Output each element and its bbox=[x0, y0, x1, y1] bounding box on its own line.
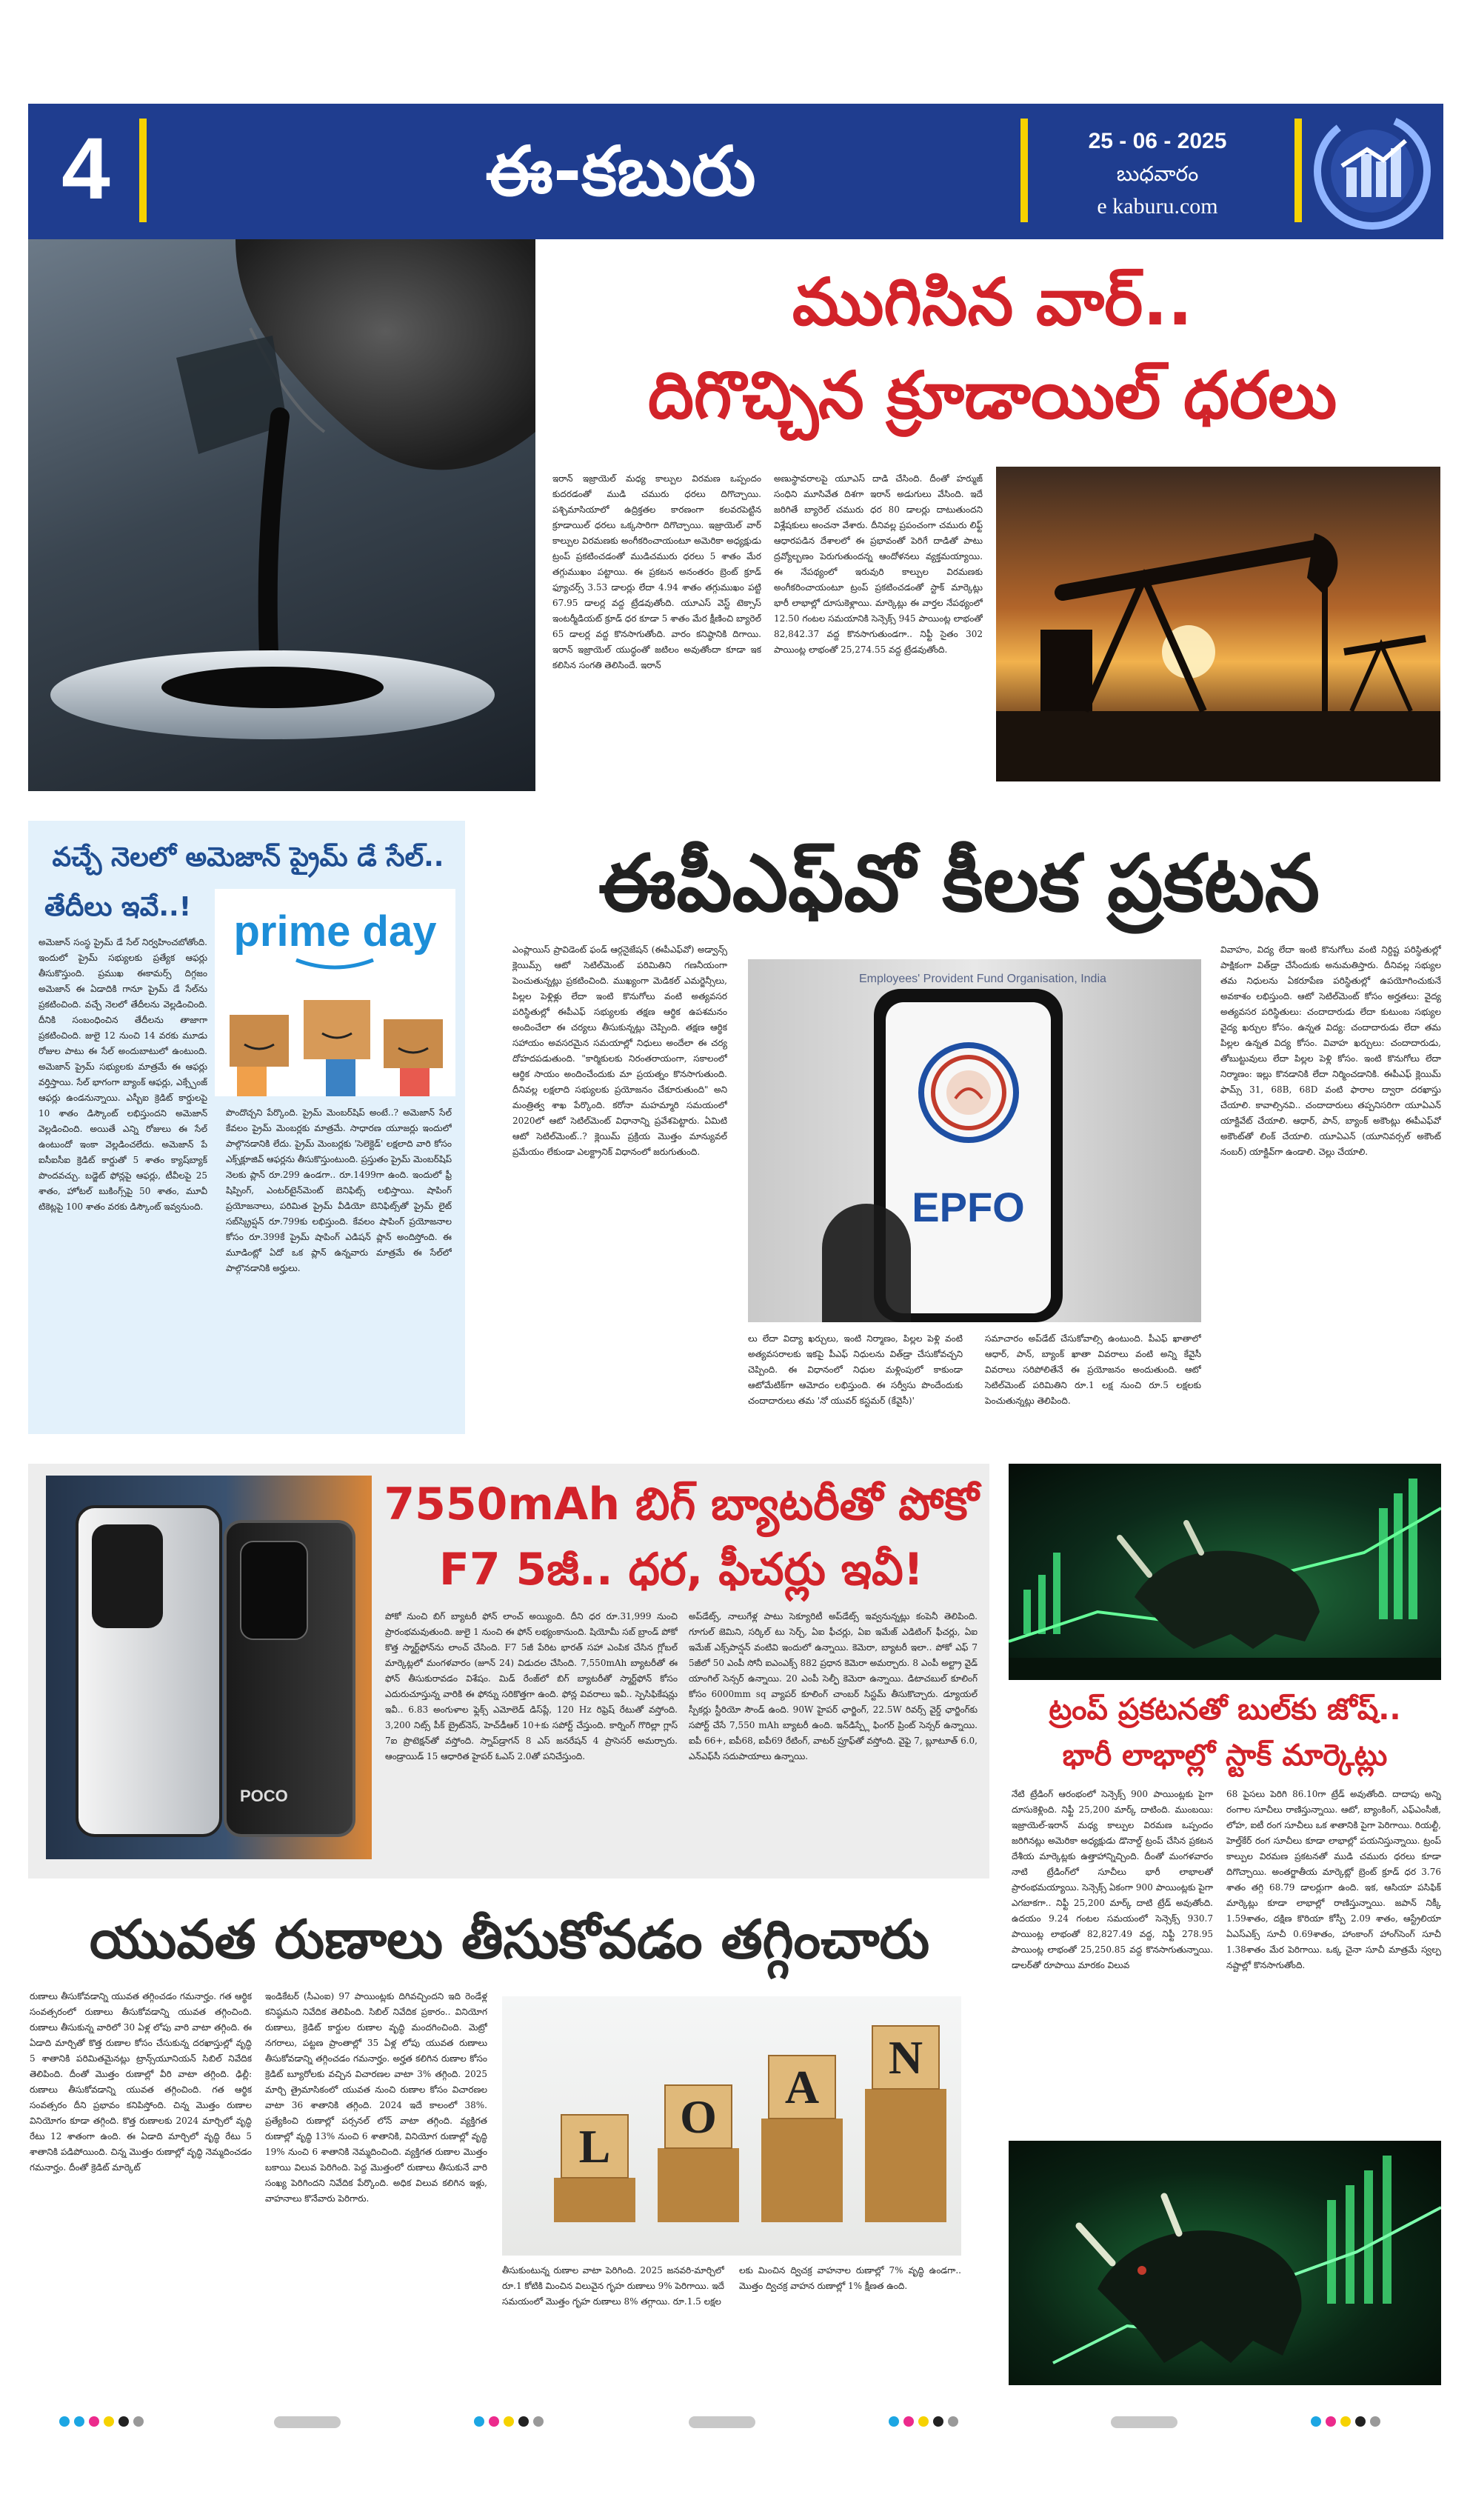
epfo-headline: ఈపీఎఫ్‌వో కీలక ప్రకటన bbox=[598, 838, 1320, 929]
loan-letter-a: A bbox=[784, 2061, 820, 2113]
prime-day-image bbox=[215, 889, 455, 1096]
epfo-phone-photo bbox=[748, 959, 1201, 1322]
loans-article-col4: లకు మించిన ద్విచక్ర వాహనాల రుణాల్లో 7% వృద్ధి ఉండగా.. మొత్తం ద్విచక్ర వాహన రుణాల్లో 1% క్షీణత ఉంది. bbox=[739, 2265, 961, 2291]
poco-article-col1: పోకో నుంచి బిగ్ బ్యాటరీ ఫోన్ లాంచ్ అయ్యింది. దీని ధర రూ.31,999 నుంచి ప్రారంభమవుతుంది. జులై 1 నుంచి ఈ ఫోన్ లభ్యంకానుంది. షియోమీ సబ్ బ్రాండ్ పోకో కొత్త స్మార్ట్‌ఫోన్‌ను లాంచ్ చేసింది. F7 5జీ పేరిట భారత్ సహా ఎంపిక చేసిన గ్లోబల్ మార్కెట్లలో మంగళవారం (జూన్ 24) విడుదల చేసింది. 7,550mAh బ్యాటరీతో ఈ ఫోన్ తీసుకురావడం విశేషం. మిడ్ రేంజ్‌లో బిగ్ బ్యాటరీతో స్మార్ట్‌ఫోన్ కోసం ఎదురుచూస్తున్న వారికి ఈ ఫోన్ను సరికొత్తగా ఉంది. ఫోన్ల వివరాలు ఇవీ.. స్పెసిఫికేషన్లు ఇవీ.. 6.83 అంగుళాల ఫ్లెక్స్ ఎమోలెడ్ డిస్‌ప్లే, 120 Hz రిఫ్రెష్ రేటుతో వస్తోంది. 3,200 నిట్స్ పీక్ బ్రైట్‌నెస్, హెచ్‌డీఆర్ 10+కు సపోర్ట్ చేస్తుంది. కార్నింగ్ గొరిల్లా గ్లాస్ 7ఐ ప్రొటెక్షన్‌తో వస్తోంది. స్నాప్‌డ్రాగన్ 8 ఎస్ జనరేషన్ 4 ప్రాసెసర్ అమర్చారు. ఆండ్రాయిడ్ 15 ఆధారిత హైపర్ ఓఎస్ 2.0తో పనిచేస్తుంది. bbox=[385, 1611, 678, 1761]
page-number: 4 bbox=[61, 120, 110, 218]
epfo-article-col3: సమాచారం అప్‌డేట్ చేసుకోవాల్సి ఉంటుంది. పీఎఫ్ ఖాతాలో ఆధార్, పాన్, బ్యాంక్ ఖాతా వివరాలు వంటి అన్ని కేవైసీ వివరాలు సరిపోలితేనే ఈ ప్రయోజనం అందుతుంది. ఆటో సెటిల్‌మెంట్ పరిమితిని రూ.1 లక్ష నుంచి రూ.5 లక్షలకు పెంచుతున్నట్లు తెలిపింది. bbox=[985, 1333, 1201, 1406]
crude-oil-photo bbox=[28, 239, 535, 791]
loan-letter-n: N bbox=[888, 2031, 923, 2084]
loans-article-col1: రుణాలు తీసుకోవడాన్ని యువత తగ్గించడం గమనార్హం. గత ఆర్థిక సంవత్సరంలో రుణాలు తీసుకోవడాన్ని యువత తగ్గించింది. రుణాలు తీసుకున్న వారిలో 30 ఏళ్ల లోపు వారి వాటా తగ్గింది. ఈ ఏడాది మార్చితో కొత్త రుణాల కోసం చేసుకున్న దరఖాస్తుల్లో వృద్ధి 5 శాతానికి పరిమితమైనట్లు ట్రాన్స్‌యూనియన్ సిబిల్ నివేదిక తెలిపింది. దీంతో మొత్తం రుణాల్లో వీరి వాటా తగ్గింది. ఢిల్లీ: రుణాలు తీసుకోవడాన్ని యువత తగ్గించింది. గత ఆర్థిక సంవత్సరం దీని ప్రభావం కనిపిస్తోంది. చిన్న మొత్తం రుణాల వినియోగం కూడా తగ్గింది. కొత్త రుణాలకు 2024 మార్చిలో వృద్ధి రేటు 12 శాతంగా ఉంది. ఈ ఏడాది మార్చిలో వృద్ధి రేటు 5 శాతానికి పడిపోయింది. చిన్న మొత్తం రుణాల్లో వృద్ధి నెమ్మదించడం గమనార్హం. దీంతో క్రెడిట్ మార్కెట్ bbox=[30, 1991, 252, 2173]
epfo-logo-text: EPFO bbox=[912, 1184, 1025, 1230]
bull-market-photo-top bbox=[1009, 1464, 1441, 1680]
loan-blocks-photo bbox=[502, 1996, 961, 2256]
masthead-weekday: బుధవారం bbox=[1116, 161, 1199, 186]
color-bar-3 bbox=[889, 2416, 992, 2428]
masthead-divider-right bbox=[1020, 119, 1028, 222]
masthead bbox=[28, 104, 1443, 239]
market-article-col2: 68 పైసలు పెరిగి 86.10గా ట్రేడ్ అవుతోంది. దాదాపు అన్ని రంగాల సూచీలు రాణిస్తున్నాయి. ఆటో, బ్యాంకింగ్, ఎఫ్‌ఎంసీజీ, లోహ, ఐటీ రంగ సూచీలు ఒక శాతానికి పైగా పెరిగాయి. రియల్టీ, హెల్త్‌కేర్ రంగ సూచీలు కూడా లాభాల్లో పయనిస్తున్నాయి. ట్రంప్ కాల్పుల విరమణ ప్రకటనతో ముడి చమురు ధరలు కూడా దిగొచ్చాయి. అంతర్జాతీయ మార్కెట్లో బ్రెంట్ క్రూడ్ ధర 3.76 శాతం తగ్గి 68.79 డాలర్లుగా ఉంది. ఇక, ఆసియా పసిఫిక్ మార్కెట్లు కూడా లాభాల్లో రాణిస్తున్నాయి. జపాన్ నిక్కీ 1.59శాతం, దక్షిణ కొరియా కోస్పీ 2.09 శాతం, ఆస్ట్రేలియా ఏఎస్‌ఎక్స్ సూచీ 0.69శాతం, హాంకాంగ్ హాంగ్‌సెంగ్ సూచీ 1.38శాతం మేర పెరిగాయి. ఒక్క చైనా సూచీ మాత్రమే స్వల్ప నష్టాల్లో కొనసాగుతోంది. bbox=[1226, 1789, 1441, 1970]
color-bar-1 bbox=[59, 2416, 163, 2428]
amazon-headline-line1: వచ్చే నెలలో అమెజాన్ ప్రైమ్ డే సేల్.. bbox=[52, 842, 444, 873]
grey-bar-3 bbox=[1111, 2416, 1177, 2428]
epfo-banner-text: Employees' Provident Fund Organisation, India bbox=[859, 973, 1106, 985]
masthead-date: 25 - 06 - 2025 bbox=[1088, 129, 1227, 153]
prime-day-logo-text: prime day bbox=[233, 907, 437, 956]
market-headline-line2: భారీ లాభాల్లో స్టాక్ మార్కెట్లు bbox=[1062, 1739, 1388, 1773]
ekaburu-logo-icon bbox=[1309, 108, 1435, 234]
oil-pump-photo bbox=[996, 467, 1440, 781]
amazon-article-col2: పొందొచ్చని పేర్కొంది. ప్రైమ్ మెంబర్‌షిప్ అంటే..? అమెజాన్ సేల్ కేవలం ప్రైమ్ మెంబర్లకు మాత్రమే. సాధారణ యూజర్లు ఇందులో పాల్గొనడానికి లేదు. ప్రైమ్ మెంబర్లకు 'సెలెక్టెడ్' లక్షలాది వారి కోసం ఎక్స్‌క్లూజివ్ ఆఫర్లను తీసుకొస్తుంటుంది. ప్రస్తుతం ప్రైమ్ మెంబర్‌షిప్ నెలకు ప్లాన్ రూ.299 ఉండగా.. రూ.1499గా ఉంది. ఇందులో ఫ్రీ షిప్పింగ్, ఎంటర్‌టైన్‌మెంట్ బెనిఫిట్స్ లభిస్తాయి. షాపింగ్ ప్రయోజనాలు, పరిమిత ప్రైమ్ వీడియో బెనిఫిట్స్‌తో ప్రైమ్ లైట్ సబ్‌స్క్రిప్షన్ రూ.799కు లభిస్తుంది. కేవలం షాపింగ్ ప్రయోజనాల కోసం రూ.399కే ప్రైమ్ షాపింగ్ ఎడిషన్ ప్లాన్ అందిస్తోంది. ఈ మూడింట్లో ఏదో ఒక ప్లాన్ ఉన్నవారు మాత్రమే ఈ సేల్‌లో పాల్గొనడానికి అర్హులు. bbox=[226, 1107, 452, 1273]
loans-article-col2: ఇండికేటర్ (సీఎంఐ) 97 పాయింట్లకు దిగివచ్చిందని ఇది రెండేళ్ల కనిష్ఠమని నివేదిక తెలిపింది. సిబిల్ నివేదిక ప్రకారం.. వినియోగ రుణాలు, క్రెడిట్ కార్డుల రుణాల వృద్ధి మందగించింది. మెట్రో నగరాలు, పట్టణ ప్రాంతాల్లో 35 ఏళ్ల లోపు యువత రుణాలు తీసుకోవడాన్ని తగ్గించడం గమనార్హం. అర్హత కలిగిన రుణాల కోసం క్రెడిట్ బ్యూరోలకు వచ్చిన విచారణల వాటా 3% తగ్గింది. 2025 మార్చి త్రైమాసికంలో యువత నుంచి రుణాల కోసం విచారణల వాటా 36 శాతానికి తగ్గింది. 2024 ఇదే కాలంలో 38%. ప్రత్యేకించి రుణాల్లో పర్సనల్ లోన్ వాటా తగ్గింది. వ్యక్తిగత రుణాల్లో వృద్ధి 13% నుంచి 6 శాతానికి, వినియోగ రుణాల్లో వృద్ధి 19% నుంచి 6 శాతానికి నెమ్మదించింది. వ్యక్తిగత రుణాల మొత్తం బకాయి విలువ పెరిగింది. పెద్ద మొత్తంలో రుణాలు తీసుకునే వారి సంఖ్య పెరిగిందని నివేదిక పేర్కొంది. అధిక విలువ కలిగిన ఇళ్లు, వాహనాలు కొనేవారు పెరిగారు. bbox=[265, 1991, 487, 2204]
poco-headline-line2: F7 5జీ.. ధర, ఫీచర్లు ఇవీ! bbox=[438, 1544, 924, 1596]
epfo-emblem-icon bbox=[917, 1041, 1020, 1144]
poco-logo-text: POCO bbox=[240, 1787, 288, 1805]
epfo-article-col2: లు లేదా విద్యా ఖర్చులు, ఇంటి నిర్మాణం, పిల్లల పెళ్లి వంటి అత్యవసరాలకు ఇకపై పీఎఫ్ నిధులను విత్‌డ్రా చేసుకోవచ్చని చెప్పింది. ఈ విధానంలో నిధుల మళ్లింపులో కాకుండా ఆటోమేటిక్‌గా ఆమోదం లభిస్తుంది. ఈ సర్వీసు పొందేందుకు చందాదారులు తమ 'నో యువర్ కస్టమర్ (కేవైసీ)' bbox=[748, 1333, 963, 1406]
masthead-divider-left bbox=[139, 119, 147, 222]
loan-letter-l: L bbox=[578, 2120, 611, 2173]
registration-strip bbox=[0, 2407, 1470, 2437]
poco-headline-line1: 7550mAh బిగ్ బ్యాటరీతో పోకో bbox=[384, 1479, 979, 1530]
color-bar-2 bbox=[474, 2416, 578, 2428]
poco-phone-photo bbox=[46, 1476, 372, 1859]
color-bar-4 bbox=[1311, 2416, 1414, 2428]
masthead-divider-right2 bbox=[1294, 119, 1302, 222]
crude-article-col1: ఇరాన్ ఇజ్రాయెల్ మధ్య కాల్పుల విరమణ ఒప్పందం కుదరడంతో ముడి చమురు ధరలు దిగొచ్చాయి. పశ్చిమాసియాలో ఉద్రిక్తతల కారణంగా కలవరపెట్టిన క్రూడాయిల్ ధరలు ఒక్కసారిగా దిగొచ్చాయి. ఇజ్రాయెల్ వార్ కాల్పుల విరమణకు అంగీకరించాయంటూ అమెరికా అధ్యక్షుడు ట్రంప్ ప్రకటించడంతో ముడిచమురు ధరలు 5 శాతం మేర తగ్గుముఖం పట్టాయి. ఈ ప్రకటన అనంతరం బ్రెంట్ క్రూడ్ ఫ్యూచర్స్ 3.53 డాలర్లు లేదా 4.94 శాతం తగ్గుముఖం పట్టి 67.95 డాలర్ల వద్ద ట్రేడవుతోంది. యూఎస్ వెస్ట్ టెక్సాస్ ఇంటర్మీడియట్ క్రూడ్ ధర కూడా 5 శాతం మేర క్షీణించి బ్యారెల్ 65 డాలర్ల వద్ద కొనసాగుతోంది. వారం కనిష్ఠానికి దిగాయి. ఇరాన్ ఇజ్రాయెల్ యుద్ధంతో జటిలం అవుతోందా కూడా ఇక కలిసిన సంగతి తెలిసిందే. ఇరాన్ bbox=[552, 473, 761, 670]
loans-article-col3: తీసుకుంటున్న రుణాల వాటా పెరిగింది. 2025 జనవరి-మార్చిలో రూ.1 కోటికి మించిన విలువైన గృహ రుణాలు 9% పెరిగాయి. ఇదే సమయంలో మొత్తం గృహ రుణాలు 8% తగ్గాయి. రూ.1.5 లక్షల bbox=[502, 2265, 724, 2307]
crude-headline-line1: ముగిసిన వార్.. bbox=[792, 264, 1193, 340]
epfo-article-col4: వివాహం, విద్య లేదా ఇంటి కొనుగోలు వంటి నిర్దిష్ట పరిస్థితుల్లో పాక్షికంగా విత్‌డ్రా చేసేందుకు అనుమతిస్తారు. దీనివల్ల సభ్యుల తమ నిధులను ఏకరూపేణ పరిస్థితుల్లో ఉపయోగించుకునే అవకాశం లభిస్తుంది. ఆటో సెటిల్‌మెంట్ కోసం అర్హతలు: వైద్య అత్యవసర పరిస్థితులు: చందాదారుడు లేదా కుటుంబ సభ్యుల వైద్య ఖర్చుల కోసం. ఉన్నత విద్య: చందాదారుడు లేదా తమ పిల్లల ఉన్నత విద్య కోసం. వివాహ ఖర్చులు: చందాదారుడు, తోబుట్టువులు లేదా పిల్లల పెళ్లి కోసం. ఇంటి కొనుగోలు లేదా నిర్మాణం: ఇల్లు కొనడానికి లేదా నిర్మించడానికి. ఈపీఎఫ్ క్లెయిమ్ ఫామ్స్ 31, 68B, 68D వంటి ఫారాల ద్వారా దరఖాస్తు చేయాలి. కావాల్సినవి.. చందాదారులు తప్పనిసరిగా యూఏఎన్ యాక్టివేట్ చేయాలి. ఆధార్, పాన్, బ్యాంక్ అకౌంట్లు ఈపీఎఫ్‌వో అకౌంట్‌తో లింక్ చేయాలి. యూఏఎన్ (యూనివర్సల్ అకౌంట్ నంబర్) యాక్టివ్‌గా ఉండాలి. చెల్లు చేయాలి. bbox=[1220, 944, 1441, 1157]
market-article-col1: నేటి ట్రేడింగ్ ఆరంభంలో సెన్సెక్స్ 900 పాయింట్లకు పైగా దూసుకెళ్లింది. నిఫ్టీ 25,200 మార్క్ దాటింది. ముంబయి: ఇజ్రాయెల్-ఇరాన్ మధ్య కాల్పుల విరమణ ఒప్పందం జరిగినట్లు అమెరికా అధ్యక్షుడు డొనాల్డ్ ట్రంప్ చేసిన ప్రకటన దేశీయ మార్కెట్లకు ఉత్తాహాన్నిచ్చింది. దీంతో మంగళవారం నాటి ట్రేడింగ్‌లో సూచీలు భారీ లాభాలతో ప్రారంభమయ్యాయి. సెన్సెక్స్ ఏకంగా 900 పాయింట్లకు పైగా ఎగబాకగా.. నిఫ్టీ 25,200 మార్క్ దాటి ట్రేడ్ అవుతోంది. ఉదయం 9.24 గంటల సమయంలో సెన్సెక్స్ 930.7 పాయింట్ల లాభంతో 82,827.49 వద్ద, నిఫ్టీ 278.95 పాయింట్ల లాభంతో 25,250.85 వద్ద కొనసాగుతున్నాయి. డాలర్‌తో రూపాయి మారకం విలువ bbox=[1012, 1789, 1213, 1970]
grey-bar-1 bbox=[274, 2416, 341, 2428]
grey-bar-2 bbox=[689, 2416, 755, 2428]
epfo-hand bbox=[822, 1204, 911, 1322]
masthead-website[interactable]: e kaburu.com bbox=[1097, 194, 1218, 219]
amazon-headline-line2: తేదీలు ఇవే..! bbox=[44, 892, 192, 922]
masthead-title: ఈ-కబురు bbox=[485, 132, 756, 211]
bull-market-photo-bottom bbox=[1009, 2141, 1441, 2385]
crude-headline-line2: దిగొచ్చిన క్రూడాయిల్ ధరలు bbox=[647, 357, 1337, 433]
poco-camera-module-1 bbox=[92, 1524, 163, 1628]
amazon-article-col1: అమెజాన్ సంస్థ ప్రైమ్ డే సేల్ నిర్వహించబోతోంది. ఇందులో ప్రైమ్ సభ్యులకు ప్రత్యేక ఆఫర్లు తీసుకొస్తుంది. ప్రముఖ ఈకామర్స్ దిగ్గజం అమెజాన్ ఈ ఏడాదికి గానూ ప్రైమ్ డే సేల్‌ను ప్రకటించింది. వచ్చే నెలలో తేదీలను వెల్లడించింది. దీనికి సంబంధించిన తేదీలను తాజాగా ప్రకటించింది. జులై 12 నుంచి 14 వరకు మూడు రోజుల పాటు ఈ సేల్ అందుబాటులో ఉంటుంది. అమెజాన్ ప్రైమ్ సభ్యులకు మాత్రమే ఈ ఆఫర్లు వర్తిస్తాయి. సేల్ భాగంగా బ్యాంక్ ఆఫర్లు, ఎక్స్చేంజ్ ఆఫర్లు ఉండనున్నాయి. ఎస్బీఐ క్రెడిట్ కార్డులపై 10 శాతం డిస్కౌంట్ లభిస్తుందని అమెజాన్ వెల్లడించింది. అయితే ఎన్ని రోజులు ఈ సేల్ ఉంటుందో ఇంకా వెల్లడించలేదు. అమెజాన్ పే ఐసీఐసీఐ క్రెడిట్ కార్డుతో 5 శాతం క్యాష్‌బ్యాక్ పొందవచ్చు. బడ్జెట్ ఫోన్లపై ఆఫర్లు, టీవీలపై 25 శాతం, హోటల్ బుకింగ్స్‌పై 50 శాతం, మూవీ టికెట్లపై 100 శాతం వరకు డిస్కౌంట్ ఇవ్వనుంది. bbox=[39, 937, 207, 1212]
epfo-article-col1: ఎంప్లాయిస్ ప్రావిడెంట్ ఫండ్ ఆర్గనైజేషన్ (ఈపీఎఫ్‌వో) అడ్వాన్స్ క్లెయిమ్స్ ఆటో సెటిల్‌మెంట్ పరిమితిని గణనీయంగా పెంచుతున్నట్లు ప్రకటించింది. ముఖ్యంగా మెడికల్ ఎమర్జెన్సీలు, పిల్లల పెళ్లిళ్లు లేదా ఇంటి కొనుగోలు వంటి అత్యవసర పరిస్థితుల్లో ఈపీఎఫ్ సభ్యులకు తక్షణ ఆర్థిక ఉపశమనం అందించేలా ఈ చర్యలు తీసుకున్నట్లు చెప్పింది. తక్షణ ఆర్థిక సహాయం అవసరమైన సమయాల్లో నిధులు అందేలా ఈ చర్య దోహదపడుతుంది. "కార్మికులకు నిరంతరాయంగా, సకాలంలో ఆర్థిక సాయం అందించేందుకు మా ప్రయత్నం కొనసాగుతుంది. దీనివల్ల లక్షలాది సభ్యులకు ప్రయోజనం చేకూరుతుంది" అని మంత్రిత్వ శాఖ పేర్కొంది. కరోనా మహమ్మారి సమయంలో 2020లో ఆటో సెటిల్‌మెంట్ విధానాన్ని ప్రవేశపెట్టారు. ఏమిటి ఆటో సెటిల్‌మెంట్..? క్లెయిమ్ ప్రక్రియ మొత్తం మాన్యువల్ ప్రమేయం లేకుండా ఎలక్ట్రానిక్ విధానంలో జరుగుతుంది. bbox=[512, 944, 727, 1157]
poco-article-col2: అప్‌డేట్స్, నాలుగేళ్ల పాటు సెక్యూరిటీ అప్‌డేట్స్ ఇవ్వనున్నట్లు కంపెనీ తెలిపింది. గూగుల్ జెమిని, సర్కిల్ టు సెర్చ్, ఏఐ ఫీచర్లు, ఏఐ ఇమేజ్ ఎడిటింగ్ ఫీచర్లు, ఏఐ ఇమేజ్ ఎక్స్‌పాన్షన్ వంటివి ఇందులో ఉన్నాయి. కెమెరా, బ్యాటరీ ఇలా.. పోకో ఎఫ్ 7 5జీలో 50 ఎంపీ సోనీ ఐఎంఎక్స్ 882 ప్రధాన కెమెరా అమర్చారు. 8 ఎంపీ అల్ట్రా వైడ్ యాంగిల్ సెన్సర్ ఉన్నాయి. 20 ఎంపీ సెల్ఫీ కెమెరా ఉన్నాయి. డిటాచబుల్ కూలింగ్ కోసం 6000mm sq వ్యాపర్ కూలింగ్ చాంబర్ సిస్టమ్ తీసుకొచ్చారు. డ్యూయల్ స్పీకర్లు స్టీరియో సౌండ్ ఉంది. 90W హైపర్ ఛార్జింగ్, 22.5W రివర్స్ వైర్డ్ ఛార్జింగ్‌కు సపోర్ట్ చేసే 7,550 mAh బ్యాటరీ ఉంది. ఇన్‌డిస్ప్లే ఫింగర్ ప్రింట్ సెన్సర్ ఉన్నాయి. ఐపీ 66+, ఐపీ68, ఐపీ69 రేటింగ్, వాటర్ ప్రూఫ్‌తో వస్తోంది. వైఫై 7, బ్లూటూత్ 6.0, ఎన్‌ఎఫ్‌సీ సదుపాయాలు ఉన్నాయి. bbox=[689, 1611, 978, 1761]
market-headline-line1: ట్రంప్ ప్రకటనతో బుల్‌కు జోష్.. bbox=[1049, 1693, 1401, 1727]
loan-letter-o: O bbox=[680, 2090, 717, 2143]
crude-article-col2: అణుస్థావరాలపై యూఎస్ దాడి చేసింది. దీంతో హర్ముజ్ సంధిని మూసివేత దిశగా ఇరాన్ అడుగులు వేసింది. ఇదే జరిగితే బ్యారెల్ చమురు ధర 80 డాలర్లు దాటుతుందని విశ్లేషకులు అంచనా వేశారు. దీనివల్ల ప్రపంచంగా చమురు లిఫ్ట్ ఆధారపడిన దేశాలలో ఈ ప్రభావంతో పెరిగే దాడితో పాటు ద్రవ్యోల్బణం పెరుగుతుందన్న ఆందోళనలు వ్యక్తమయ్యాయి. ఈ నేపథ్యంలో ఇరువురి కాల్పుల విరమణకు అంగీకరించాయంటూ ట్రంప్ ప్రకటించడంతో స్టాక్ మార్కెట్లు భారీ లాభాల్లో దూసుకెళ్లాయి. మార్కెట్లు ఈ వార్తల నేపథ్యంలో 12.50 గంటల సమయానికి సెన్సెక్స్ 945 పాయింట్ల లాభంతో 82,842.37 వద్ద కొనసాగుతుండగా.. నిఫ్టీ సైతం 302 పాయింట్ల లాభంతో 25,274.55 వద్ద ట్రేడవుతోంది. bbox=[774, 473, 983, 655]
loans-headline: యువత రుణాలు తీసుకోవడం తగ్గించారు bbox=[89, 1908, 930, 1970]
poco-camera-module-2 bbox=[240, 1541, 308, 1640]
